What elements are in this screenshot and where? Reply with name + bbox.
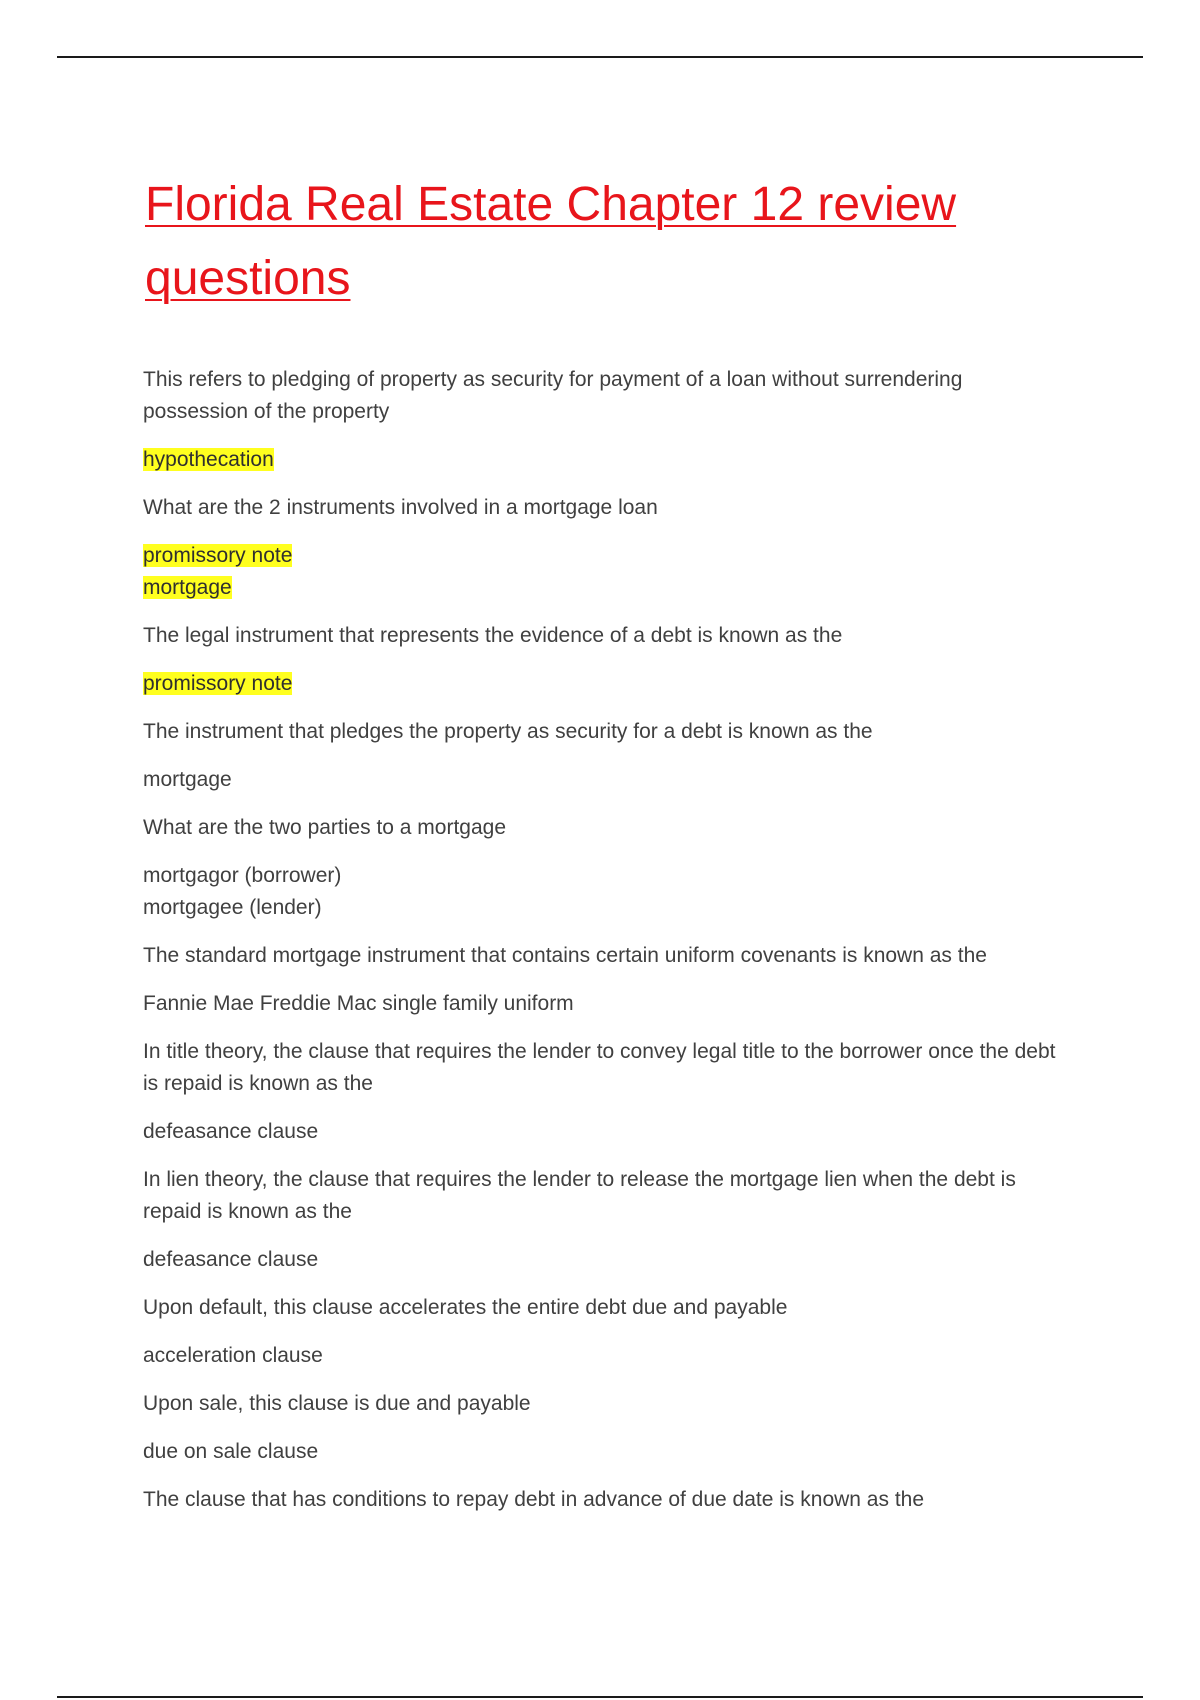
answer-text: promissory note — [143, 544, 293, 567]
question-10: Upon sale, this clause is due and payable — [143, 1392, 531, 1415]
answer-2 — [143, 540, 1063, 604]
question-11: The clause that has conditions to repay debt in advance of due date is known as the — [143, 1488, 925, 1511]
question-3: The legal instrument that represents the evidence of a debt is known as the — [143, 624, 843, 647]
footer-rule — [57, 1696, 1143, 1698]
answer-text: due on sale clause — [143, 1440, 319, 1463]
answer-8 — [143, 1244, 1063, 1276]
answer-6 — [143, 988, 1063, 1020]
question-answer-list — [143, 364, 1063, 1532]
answer-text: mortgagee (lender) — [143, 896, 322, 919]
answer-text: Fannie Mae Freddie Mac single family uniform — [143, 992, 574, 1015]
answer-4 — [143, 764, 1063, 796]
answer-text: hypothecation — [143, 448, 274, 471]
document-title: Florida Real Estate Chapter 12 review questions — [145, 178, 957, 305]
answer-text: mortgage — [143, 768, 232, 791]
question-9: Upon default, this clause accelerates the entire debt due and payable — [143, 1296, 788, 1319]
answer-1 — [143, 444, 1063, 476]
header-rule — [57, 56, 1143, 58]
question-1: This refers to pledging of property as security for payment of a loan without surrendering possession of the property — [143, 368, 963, 423]
question-8: In lien theory, the clause that requires the lender to release the mortgage lien when the debt is repaid is known as the — [143, 1168, 1016, 1223]
answer-text: mortgagor (borrower) — [143, 864, 342, 887]
answer-10 — [143, 1436, 1063, 1468]
answer-7 — [143, 1116, 1063, 1148]
question-6: The standard mortgage instrument that contains certain uniform covenants is known as the — [143, 944, 987, 967]
answer-text: promissory note — [143, 672, 293, 695]
answer-9 — [143, 1340, 1063, 1372]
question-7: In title theory, the clause that requires the lender to convey legal title to the borrower once the debt is repaid is known as the — [143, 1040, 1056, 1095]
question-4: The instrument that pledges the property as security for a debt is known as the — [143, 720, 873, 743]
question-2: What are the 2 instruments involved in a mortgage loan — [143, 496, 658, 519]
answer-text: acceleration clause — [143, 1344, 323, 1367]
answer-text: mortgage — [143, 576, 232, 599]
answer-text: defeasance clause — [143, 1120, 319, 1143]
answer-5 — [143, 860, 1063, 924]
answer-3 — [143, 668, 1063, 700]
question-5: What are the two parties to a mortgage — [143, 816, 507, 839]
answer-text: defeasance clause — [143, 1248, 319, 1271]
